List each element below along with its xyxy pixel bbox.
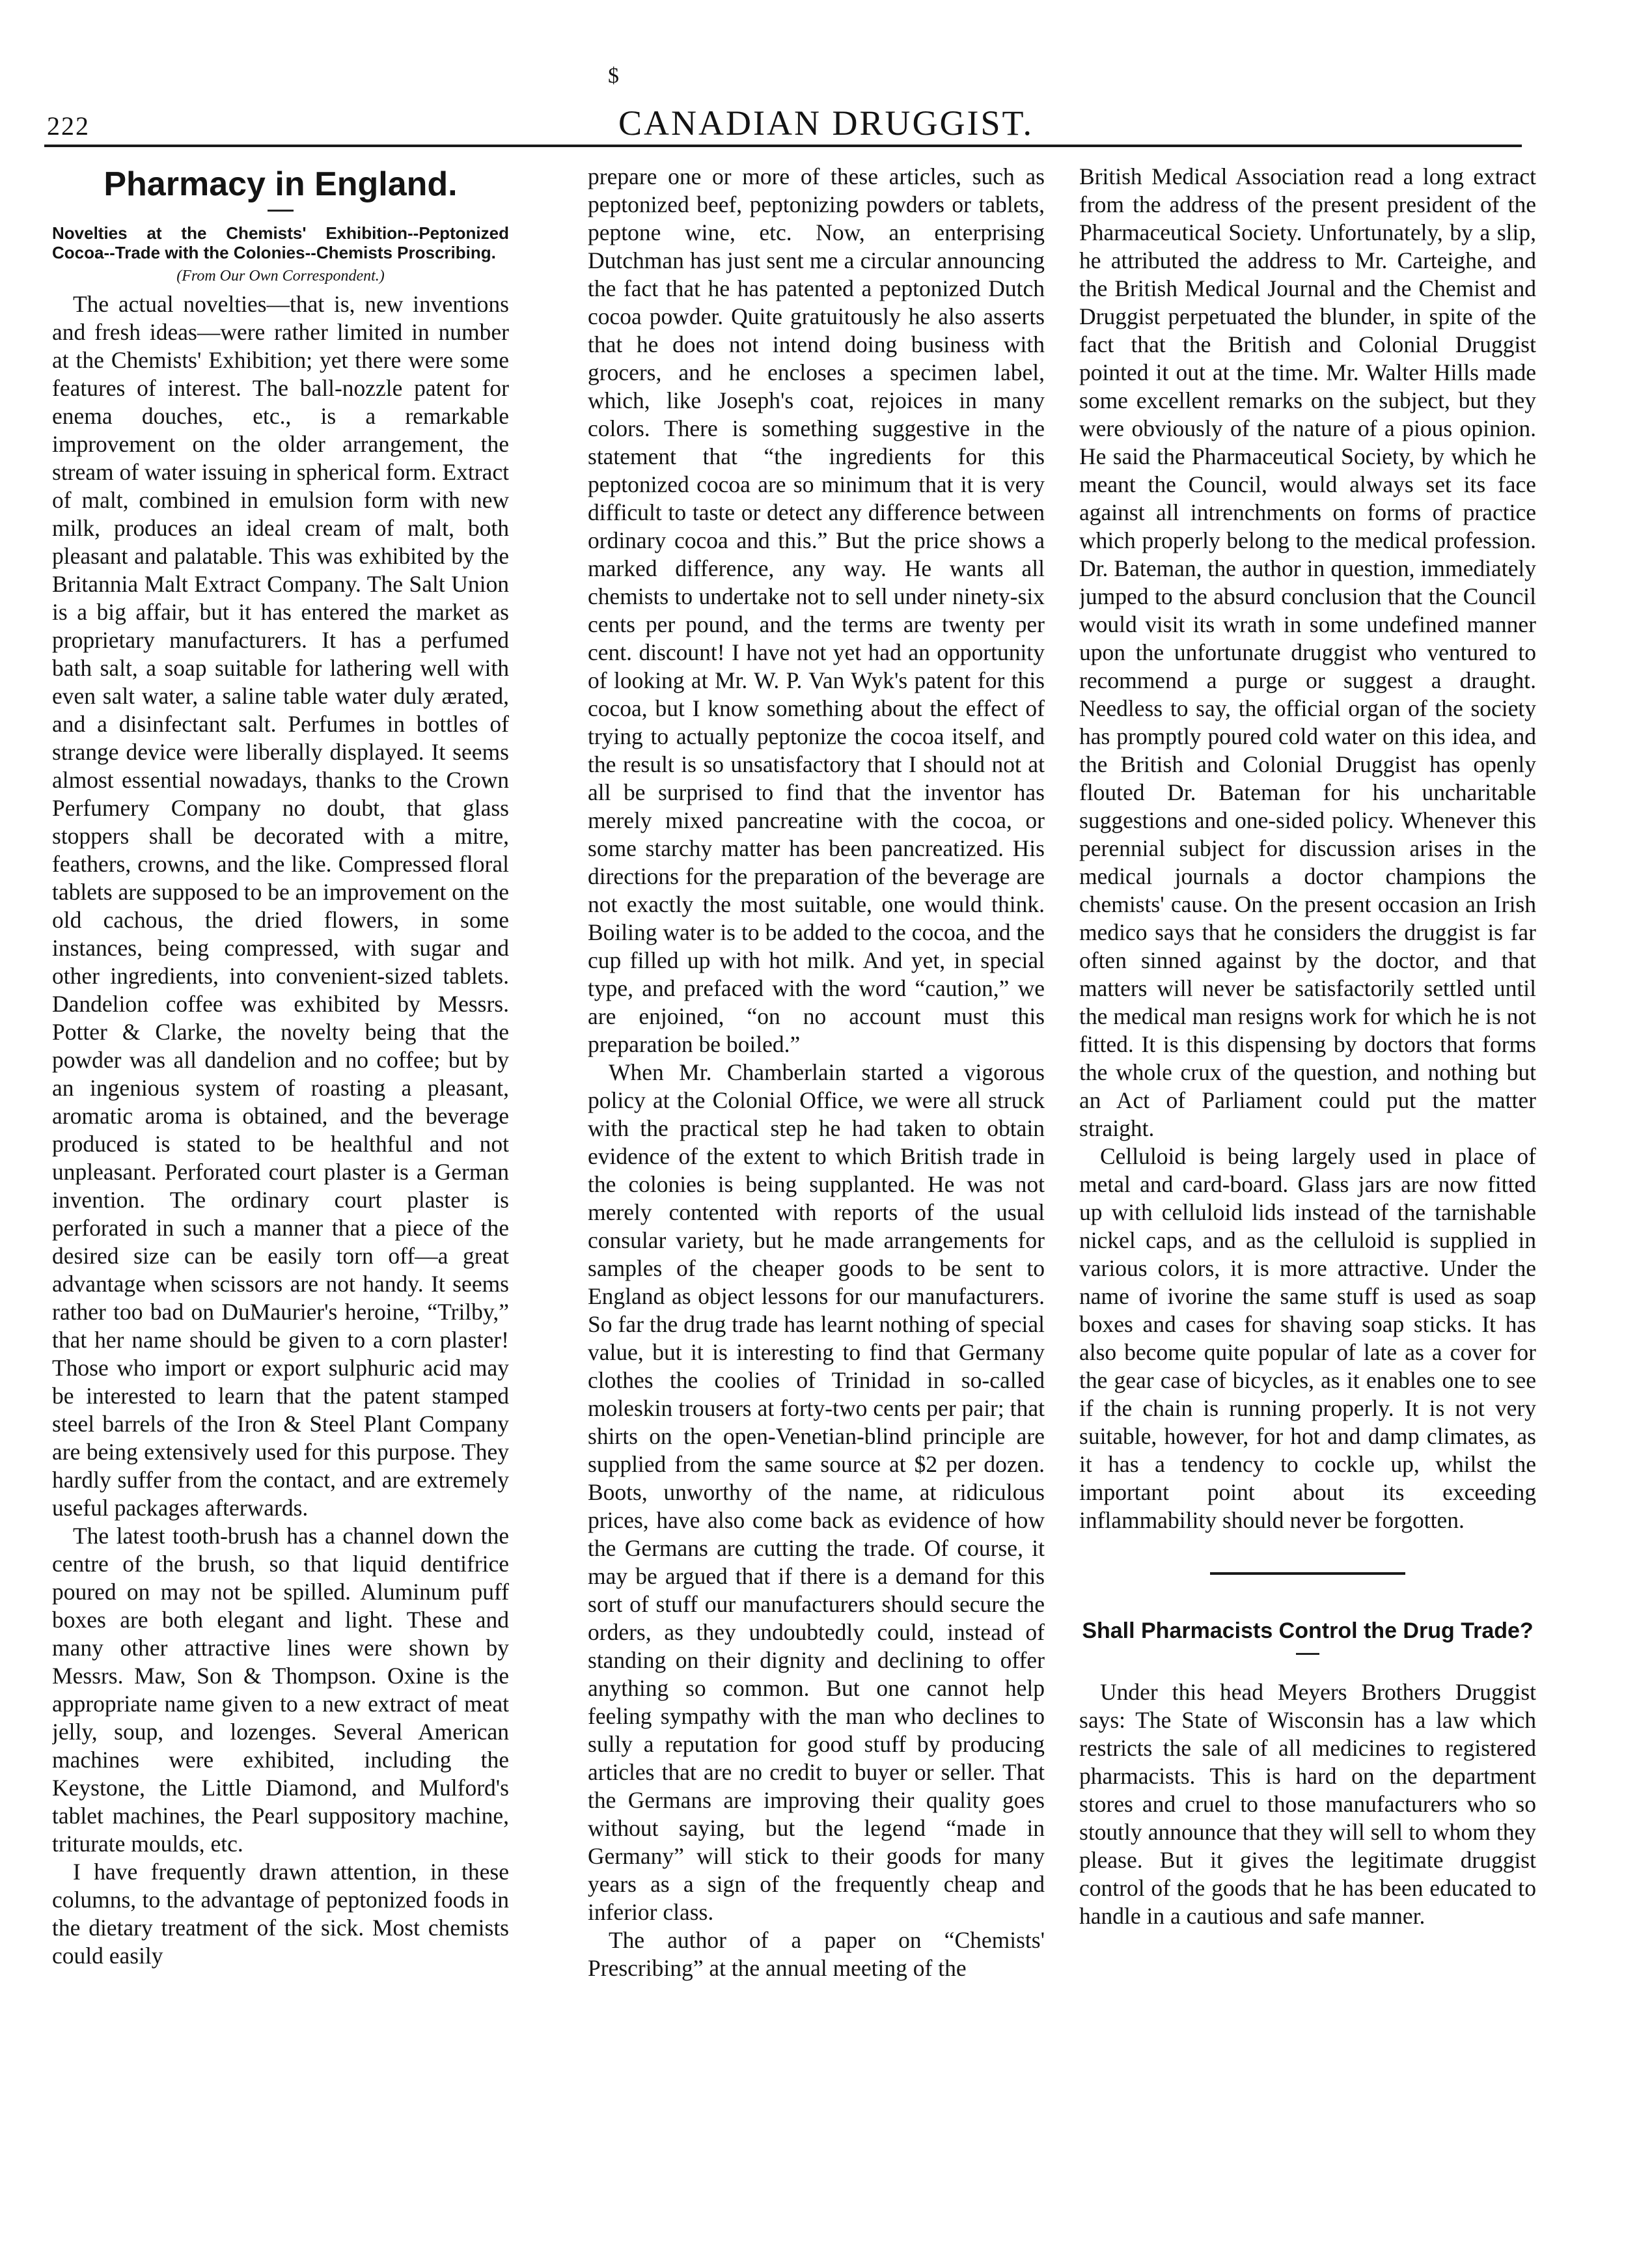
top-mark: $ <box>608 64 619 88</box>
paragraph: The latest tooth-brush has a channel down the centre of the brush, so that liquid dentifrice poured on may not be spilled. Aluminum puff boxes are both elegant and light. These and many other attractive lines were shown by Messrs. Maw, Son & Thompson. Oxine is the appropriate name given to a new extract of meat jelly, soup, and lozenges. Several American machines were exhibited, including the Keystone, the Little Diamond, and Mulford's tablet machines, the Pearl suppository machine, triturate moulds, etc. <box>52 1523 509 1857</box>
title-rule <box>268 210 294 212</box>
column-3 <box>1079 163 1536 2200</box>
header-rule <box>44 145 1522 147</box>
column-2 <box>588 163 1045 2200</box>
paragraph: I have frequently drawn attention, in these columns, to the advantage of peptonized foods in the dietary treatment of the sick. Most chemists could easily <box>52 1859 509 1969</box>
column-1 <box>52 163 509 2200</box>
article-2-title: Shall Pharmacists Control the Drug Trade? <box>1082 1618 1534 1643</box>
paragraph: Under this head Meyers Brothers Druggist says: The State of Wisconsin has a law which restricts the sale of all medicines to registered pharmacists. This is hard on the department stores and cruel to those manufacturers who so stoutly announce that they will sell to whom they please. But it gives the legitimate druggist control of the goods that he has been educated to handle in a cautious and safe manner. <box>1079 1679 1536 1929</box>
article-title: Pharmacy in England. <box>103 165 458 203</box>
article-separator <box>1210 1572 1405 1575</box>
paragraph: Celluloid is being largely used in place of metal and card-board. Glass jars are now fitted up with celluloid lids instead of the tarnishable nickel caps, and as the celluloid is supplied in various colors, it is more attractive. Under the name of ivorine the same stuff is used as soap boxes and cases for shaving soap sticks. It has also become quite popular of late as a cover for the gear case of bicycles, as it enables one to see if the chain is running properly. It is not very suitable, however, for hot and damp climates, as it has a tendency to cockle up, whilst the important point about its exceeding inflammability should never be forgotten. <box>1079 1143 1536 1533</box>
paragraph: The actual novelties—that is, new inventions and fresh ideas—were rather limited in number at the Chemists' Exhibition; yet there were some features of interest. The ball-nozzle patent for enema douches, etc., is a remarkable improvement on the older arrangement, the stream of water issuing in spherical form. Extract of malt, combined in emulsion form with new milk, produces an ideal cream of malt, both pleasant and palatable. This was exhibited by the Britannia Malt Extract Company. The Salt Union is a big affair, but it has entered the market as proprietary manufacturers. It has a perfumed bath salt, a soap suitable for lathering well with even salt water, a saline table water duly ærated, and a disinfectant salt. Perfumes in bottles of strange device were liberally displayed. It seems almost essential nowadays, thanks to the Crown Perfumery Company no doubt, that glass stoppers shall be decorated with a mitre, feathers, crowns, and the like. Compressed floral tablets are supposed to be an improvement on the old cachous, the dried flowers, in some instances, being compressed, with sugar and other ingredients, into convenient-sized tablets. Dandelion coffee was exhibited by Messrs. Potter & Clarke, the novelty being that the powder was all dandelion and no coffee; but by an ingenious system of roasting a pleasant, aromatic aroma is obtained, and the beverage produced is stated to be healthful and not unpleasant. Perforated court plaster is a German invention. The ordinary court plaster is perforated in such a manner that a piece of the desired size can be easily torn off—a great advantage when scissors are not handy. It seems rather too bad on DuMaurier's heroine, “Trilby,” that her name should be given to a corn plaster! Those who import or export sulphuric acid may be interested to learn that the patent stamped steel barrels of the Iron & Steel Plant Company are being extensively used for this purpose. They hardly suffer from the contact, and are extremely useful packages afterwards. <box>52 291 509 1521</box>
paragraph: The author of a paper on “Chemists' Prescribing” at the annual meeting of the <box>588 1927 1045 1981</box>
paragraph: prepare one or more of these articles, such as peptonized beef, peptonizing powders or tablets, peptone wine, etc. Now, an enterprising Dutchman has just sent me a circular announcing the fact that he has patented a peptonized Dutch cocoa powder. Quite gratuitously he also asserts that he does not intend doing business with grocers, and he encloses a specimen label, which, like Joseph's coat, rejoices in many colors. There is something suggestive in the statement that “the ingredients for this peptonized cocoa are so minimum that it is very difficult to taste or detect any difference between ordinary cocoa and this.” But the price shows a marked difference, any way. He wants all chemists to undertake not to sell under ninety-six cents per pound, and the terms are twenty per cent. discount! I have not yet had an opportunity of looking at Mr. W. P. Van Wyk's patent for this cocoa, but I know something about the effect of trying to actually peptonize the cocoa itself, and the result is so unsatisfactory that I should not at all be surprised to find that the inventor has merely mixed pancreatine with the cocoa, or some starchy matter has been pancreatized. His directions for the preparation of the beverage are not exactly the most suitable, one would think. Boiling water is to be added to the cocoa, and the cup filled up with hot milk. And yet, in special type, and prefaced with the word “caution,” we are enjoined, “on no account must this preparation be boiled.” <box>588 163 1045 1057</box>
running-head: CANADIAN DRUGGIST. <box>618 104 1034 143</box>
page-number: 222 <box>47 111 90 141</box>
paragraph: British Medical Association read a long extract from the address of the present president of the Pharmaceutical Society. Unfortunately, by a slip, he attributed the address to Mr. Carteighe, and the British Medical Journal and the Chemist and Druggist perpetuated the blunder, in spite of the fact that the British and Colonial Druggist pointed it out at the time. Mr. Walter Hills made some excellent remarks on the subject, but they were obviously of the nature of a pious opinion. He said the Pharmaceutical Society, by which he meant the Council, would always set its face against all intrenchments on forms of practice which properly belong to the medical profession. Dr. Bateman, the author in question, immediately jumped to the absurd conclusion that the Council would visit its wrath in some undefined manner upon the unfortunate druggist who ventured to recommend a purge or suggest a draught. Needless to say, the official organ of the society has promptly poured cold water on this idea, and the British and Colonial Druggist has openly flouted Dr. Bateman for his uncharitable suggestions and one-sided policy. Whenever this perennial subject for discussion arises in the medical journals a doctor champions the chemists' cause. On the present occasion an Irish medico says that he considers the druggist is far often sinned against by the doctor, and that matters will never be satisfactorily settled until the medical man resigns work for which he is not fitted. It is this dispensing by doctors that forms the whole crux of the question, and nothing but an Act of Parliament could put the matter straight. <box>1079 163 1536 1141</box>
paragraph: When Mr. Chamberlain started a vigorous policy at the Colonial Office, we were all struck with the practical step he had taken to obtain evidence of the extent to which British trade in the colonies is being supplanted. He was not merely contented with reports of the usual consular variety, but he made arrangements for samples of the cheaper goods to be sent to England as object lessons for our manufacturers. So far the drug trade has learnt nothing of special value, but it is interesting to find that Germany clothes the coolies of Trinidad in so-called moleskin trousers at forty-two cents per pair; that shirts on the open-Venetian-blind principle are supplied from the same source at $2 per dozen. Boots, unworthy of the name, at ridiculous prices, have also come back as evidence of how the Germans are cutting the trade. Of course, it may be argued that if there is a demand for this sort of stuff our manufacturers should secure the orders, as they undoubtedly could, instead of standing on their dignity and declining to offer anything so common. But one cannot help feeling sympathy with the man who declines to sully a reputation for good stuff by producing articles that are no credit to buyer or seller. That the Germans are improving their quality goes without saying, but the legend “made in Germany” will stick to their goods for many years as a sign of the frequently cheap and inferior class. <box>588 1059 1045 1925</box>
article-subhead: Novelties at the Chemists' Exhibition--Peptonized Cocoa--Trade with the Colonies--Chemists Proscribing. <box>52 223 509 262</box>
article-2-title-rule <box>1296 1653 1319 1655</box>
article-credit: (From Our Own Correspondent.) <box>176 268 385 284</box>
